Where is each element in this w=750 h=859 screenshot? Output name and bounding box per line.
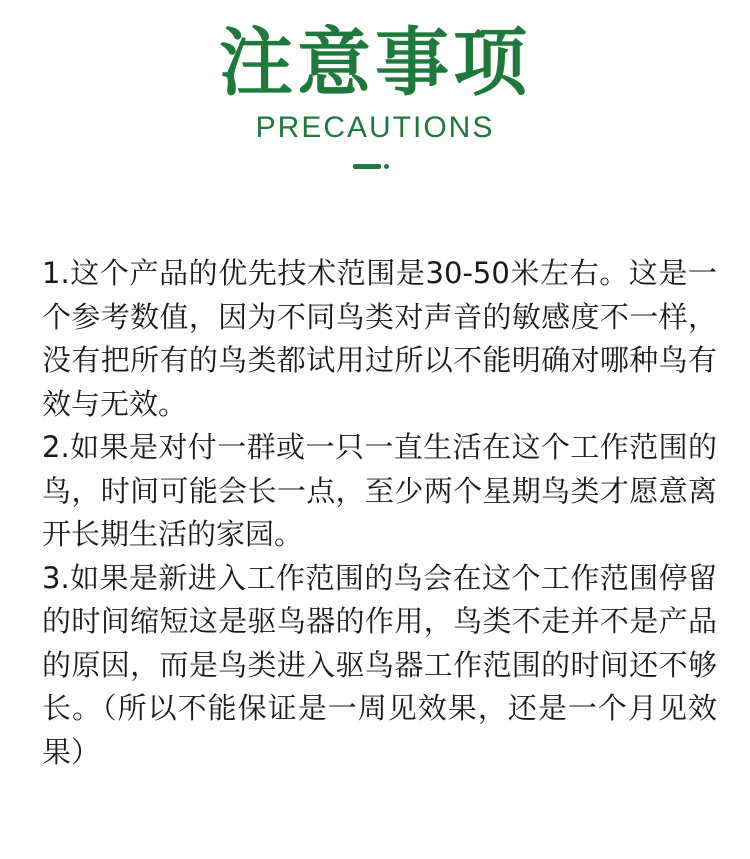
page-title: 注意事项 [219,20,531,106]
precaution-item-3: 3.如果是新进入工作范围的鸟会在这个工作范围停留的时间缩短这是驱鸟器的作用，鸟类不走并不是产品的原因，而是鸟类进入驱鸟器工作范围的时间还不够长。（所以不能保证是一周见效果，还是一个月见效果） [42,560,717,769]
title-divider [353,163,389,169]
precaution-item-1: 1.这个产品的优先技术范围是30-50米左右。这是一个参考数值，因为不同鸟类对声音的敏感度不一样，没有把所有的鸟类都试用过所以不能明确对哪种鸟有效与无效。 [42,256,717,421]
divider-dot [384,164,389,169]
page-subtitle: PRECAUTIONS [255,111,495,144]
divider-dash [353,164,381,169]
precautions-content [42,252,717,774]
precaution-item-2: 2.如果是对付一群或一只一直生活在这个工作范围的鸟，时间可能会长一点，至少两个星期鸟类才愿意离开长期生活的家园。 [42,430,717,551]
